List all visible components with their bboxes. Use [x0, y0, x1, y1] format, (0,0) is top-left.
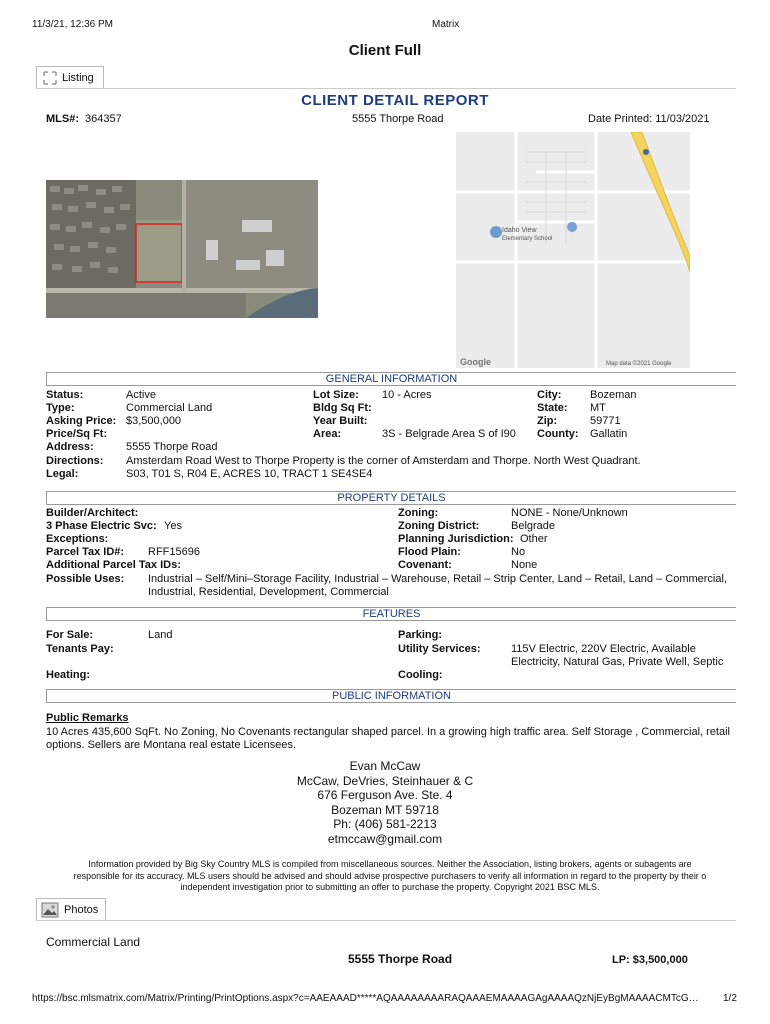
city-value: Bozeman: [590, 389, 637, 401]
agent-email: etmccaw@gmail.com: [327, 831, 443, 846]
directions-label: Directions:: [46, 455, 104, 467]
phase-value: Yes: [164, 520, 182, 532]
status-value: Active: [126, 389, 156, 401]
for-sale-value: Land: [148, 629, 173, 641]
bldg-sqft-label: Bldg Sq Ft:: [313, 402, 372, 414]
year-built-label: Year Built:: [313, 415, 368, 427]
county-value: Gallatin: [590, 428, 628, 440]
zip-label: Zip:: [537, 415, 558, 427]
tenants-pay-label: Tenants Pay:: [46, 643, 114, 655]
app-name: Matrix: [432, 19, 460, 30]
agent-company: McCaw, DeVries, Steinhauer & C: [296, 773, 474, 788]
legal-label: Legal:: [46, 468, 79, 480]
state-value: MT: [590, 402, 606, 414]
directions-value: Amsterdam Road West to Thorpe Property is the corner of Amsterdam and Thorpe. North West Quadrant.: [126, 455, 641, 467]
public-remarks-heading: Public Remarks: [46, 712, 129, 724]
asking-value: $3,500,000: [126, 415, 182, 427]
disclaimer-line-1: Information provided by Big Sky Country MLS is compiled from miscellaneous sources. Neither the Association, listing brokers, agents or subagents are: [88, 859, 692, 869]
state-label: State:: [537, 402, 568, 414]
status-label: Status:: [46, 389, 84, 401]
agent-contact: [0, 759, 770, 846]
page-number: 1/2: [723, 993, 737, 1004]
lot-size-value: 10 - Acres: [382, 389, 432, 401]
addl-parcel-label: Additional Parcel Tax IDs:: [46, 559, 181, 571]
section-general: GENERAL INFORMATION: [46, 372, 736, 386]
jurisdiction-label: Planning Jurisdiction:: [398, 533, 514, 545]
phase-label: 3 Phase Electric Svc:: [46, 520, 157, 532]
list-price: LP: $3,500,000: [612, 954, 688, 966]
area-value: 3S - Belgrade Area S of I90: [382, 428, 516, 440]
print-datetime: 11/3/21, 12:36 PM: [32, 19, 113, 30]
date-printed: Date Printed: 11/03/2021: [588, 113, 710, 125]
heating-label: Heating:: [46, 669, 90, 681]
map-place-school-sub: Elementary School: [502, 236, 553, 242]
zoning-label: Zoning:: [398, 507, 439, 519]
section-public: PUBLIC INFORMATION: [46, 689, 736, 703]
map-attribution: Map data ©2021 Google: [606, 361, 672, 367]
legal-value: S03, T01 S, R04 E, ACRES 10, TRACT 1 SE4SE4: [126, 468, 373, 480]
tab-listing[interactable]: [36, 66, 104, 89]
tab-divider: [36, 88, 736, 89]
uses-label: Possible Uses:: [46, 573, 125, 585]
section-features: FEATURES: [46, 607, 736, 621]
aerial-photo: [46, 180, 318, 318]
tab-divider-photos: [36, 920, 736, 921]
location-map[interactable]: [456, 132, 690, 368]
uses-value-2: Industrial, Residential, Development, Commercial: [148, 586, 389, 598]
agent-phone: Ph: (406) 581-2213: [333, 817, 437, 831]
type-value: Commercial Land: [126, 402, 213, 414]
uses-value-1: Industrial – Self/Mini–Storage Facility, Industrial – Warehouse, Retail – Strip Center, Land – Retail, Land – Commercial,: [148, 573, 727, 585]
covenant-value: None: [511, 559, 538, 571]
covenant-label: Covenant:: [398, 559, 452, 571]
asking-label: Asking Price:: [46, 415, 117, 427]
agent-street: 676 Ferguson Ave. Ste. 4: [317, 788, 453, 802]
zoning-district-value: Belgrade: [511, 520, 556, 532]
map-place-school: Idaho View: [502, 227, 537, 234]
disclaimer-line-2: responsible for its accuracy. MLS users should be advised and should advise prospective purchasers to verify all information in regard to the property by their o: [73, 870, 707, 881]
utility-value-1: 115V Electric, 220V Electric, Available: [511, 643, 696, 655]
mls-value: 364357: [85, 113, 122, 125]
lot-size-label: Lot Size:: [313, 389, 359, 401]
parking-label: Parking:: [398, 629, 443, 641]
tab-photos-label: Photos: [64, 904, 99, 916]
mls-number: [46, 113, 122, 125]
property-category: Commercial Land: [46, 935, 141, 949]
agent-city: Bozeman MT 59718: [331, 802, 439, 817]
builder-label: Builder/Architect:: [46, 507, 139, 519]
disclaimer-line-3: independent investigation prior to submitting an offer to purchase the property. Copyright 2021 BSC MLS.: [180, 882, 600, 892]
type-label: Type:: [46, 402, 75, 414]
parcel-value: RFF15696: [148, 546, 200, 558]
zoning-district-label: Zoning District:: [398, 520, 480, 532]
mls-label: MLS#:: [46, 113, 79, 125]
city-label: City:: [537, 389, 562, 401]
agent-name: Evan McCaw: [349, 759, 421, 773]
utility-label: Utility Services:: [398, 643, 481, 655]
zip-value: 59771: [590, 415, 621, 427]
address-label: Address:: [46, 441, 94, 453]
tab-photos[interactable]: [36, 898, 106, 921]
disclaimer: [40, 859, 740, 894]
tab-listing-label: Listing: [62, 72, 94, 84]
address-value: 5555 Thorpe Road: [126, 441, 218, 453]
report-title: CLIENT DETAIL REPORT: [301, 92, 489, 109]
for-sale-label: For Sale:: [46, 629, 94, 641]
parcel-label: Parcel Tax ID#:: [46, 546, 125, 558]
exceptions-label: Exceptions:: [46, 533, 109, 545]
jurisdiction-value: Other: [520, 533, 548, 545]
photo-icon: [41, 901, 59, 919]
google-logo: Google: [460, 357, 491, 367]
county-label: County:: [537, 428, 579, 440]
price-sqft-label: Price/Sq Ft:: [46, 428, 108, 440]
photo-address: 5555 Thorpe Road: [348, 952, 453, 966]
utility-value-2: Electricity, Natural Gas, Private Well, Septic: [511, 656, 724, 668]
public-remarks: 10 Acres 435,600 SqFt. No Zoning, No Covenants rectangular shaped parcel. In a growing high traffic area. Self Storage , Commercial, retail options. Sellers are Montana real estate Licensees.: [46, 726, 730, 751]
area-label: Area:: [313, 428, 342, 440]
flood-value: No: [511, 546, 526, 558]
flood-label: Flood Plain:: [398, 546, 461, 558]
zoning-value: NONE - None/Unknown: [511, 507, 628, 519]
expand-icon: [42, 70, 58, 86]
section-property: PROPERTY DETAILS: [46, 491, 736, 505]
cooling-label: Cooling:: [398, 669, 443, 681]
listing-address: 5555 Thorpe Road: [352, 113, 444, 125]
footer-url: https://bsc.mlsmatrix.com/Matrix/Printing/PrintOptions.aspx?c=AAEAAAD*****AQAAAAAAAARAQAAAEMAAAAGAgAAAAQzNjEyBgMAAAACMTcG…: [32, 993, 699, 1004]
page-title: Client Full: [348, 42, 422, 59]
